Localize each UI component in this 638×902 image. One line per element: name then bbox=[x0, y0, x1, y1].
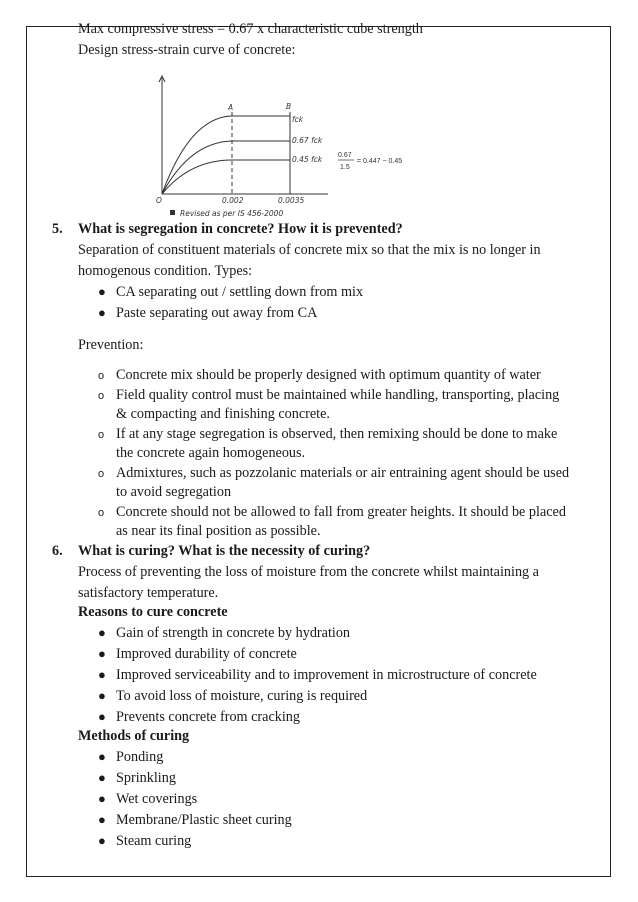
intro-line-1: Max compressive stress = 0.67 x characteristic cube strength bbox=[78, 21, 423, 37]
reasons-label: Reasons to cure concrete bbox=[78, 604, 228, 620]
circle-bullet-icon: o bbox=[98, 429, 105, 441]
list-item: ● Membrane/Plastic sheet curing bbox=[98, 812, 292, 828]
bullet-icon: ● bbox=[98, 646, 106, 661]
list-item: o Field quality control must be maintained while handling, transporting, placing bbox=[98, 387, 560, 403]
list-item-continued: & compacting and finishing concrete. bbox=[116, 406, 330, 422]
list-item-continued: as near its final position as possible. bbox=[116, 523, 321, 539]
list-item: ● Gain of strength in concrete by hydration bbox=[98, 625, 351, 641]
figure-caption: Revised as per IS 456-2000 bbox=[180, 209, 284, 218]
question-5-title: What is segregation in concrete? How it is prevented? bbox=[78, 221, 403, 237]
bullet-icon: ● bbox=[98, 667, 106, 682]
question-6-heading bbox=[52, 542, 370, 560]
question-6-number: 6. bbox=[52, 543, 63, 559]
bullet-icon: ● bbox=[98, 791, 106, 806]
circle-bullet-icon: o bbox=[98, 468, 105, 480]
list-item-continued: to avoid segregation bbox=[116, 484, 232, 500]
label-067fck: 0.67 fck bbox=[292, 136, 323, 145]
list-item: ● To avoid loss of moisture, curing is required bbox=[98, 688, 368, 704]
label-origin: O bbox=[156, 196, 162, 205]
question-5-heading bbox=[52, 220, 403, 238]
list-item: o If at any stage segregation is observed, then remixing should be done to make bbox=[98, 426, 558, 442]
list-item: ● Sprinkling bbox=[98, 770, 176, 786]
list-item: ● Prevents concrete from cracking bbox=[98, 709, 300, 725]
list-item: ● Wet coverings bbox=[98, 791, 198, 807]
curve-045fck bbox=[162, 160, 290, 194]
bullet-icon: ● bbox=[98, 625, 106, 640]
bullet-icon: ● bbox=[98, 833, 106, 848]
bullet-icon: ● bbox=[98, 812, 106, 827]
bullet-icon: ● bbox=[98, 284, 106, 299]
curve-fck bbox=[162, 116, 290, 194]
question-5-number: 5. bbox=[52, 221, 63, 237]
list-item: ● Improved serviceability and to improvement in microstructure of concrete bbox=[98, 667, 537, 683]
bullet-icon: ● bbox=[98, 770, 106, 785]
fraction-numerator: 0.67 bbox=[338, 152, 352, 159]
fraction-denominator: 1.5 bbox=[340, 164, 350, 171]
q6-definition-line-2: satisfactory temperature. bbox=[78, 585, 219, 601]
list-item: ● Steam curing bbox=[98, 833, 192, 849]
prevention-label: Prevention: bbox=[78, 337, 144, 353]
methods-label: Methods of curing bbox=[78, 728, 190, 744]
curve-067fck bbox=[162, 141, 290, 194]
list-item: o Concrete mix should be properly designed with optimum quantity of water bbox=[98, 367, 541, 383]
bullet-icon: ● bbox=[98, 749, 106, 764]
label-a: A bbox=[228, 103, 234, 112]
intro-line-2: Design stress-strain curve of concrete: bbox=[78, 42, 296, 58]
ratio-fraction bbox=[336, 148, 426, 174]
bullet-icon: ● bbox=[98, 688, 106, 703]
bullet-icon: ● bbox=[98, 709, 106, 724]
q6-definition-line-1: Process of preventing the loss of moisture from the concrete whilst maintaining a bbox=[78, 564, 539, 580]
circle-bullet-icon: o bbox=[98, 390, 105, 402]
list-item: ● Paste separating out away from CA bbox=[98, 305, 318, 321]
q5-definition-line-1: Separation of constituent materials of concrete mix so that the mix is no longer in bbox=[78, 242, 541, 258]
stress-strain-figure bbox=[150, 72, 340, 224]
list-item: ● CA separating out / settling down from mix bbox=[98, 284, 364, 300]
circle-bullet-icon: o bbox=[98, 507, 105, 519]
list-item: ● Improved durability of concrete bbox=[98, 646, 297, 662]
label-045fck: 0.45 fck bbox=[292, 155, 323, 164]
circle-bullet-icon: o bbox=[98, 370, 105, 382]
label-b: B bbox=[286, 102, 292, 111]
label-strain-2: 0.0035 bbox=[278, 196, 305, 205]
list-item: o Concrete should not be allowed to fall from greater heights. It should be placed bbox=[98, 504, 566, 520]
list-item: ● Ponding bbox=[98, 749, 164, 765]
bullet-icon: ● bbox=[98, 305, 106, 320]
caption-square-icon bbox=[170, 210, 175, 215]
fraction-result: = 0.447 ~ 0.45 bbox=[357, 158, 403, 165]
question-6-title: What is curing? What is the necessity of curing? bbox=[78, 543, 371, 559]
list-item: o Admixtures, such as pozzolanic materials or air entraining agent should be used bbox=[98, 465, 570, 481]
label-fck: fck bbox=[292, 115, 304, 124]
label-strain-1: 0.002 bbox=[222, 196, 244, 205]
list-item-continued: the concrete again homogeneous. bbox=[116, 445, 306, 461]
q5-definition-line-2: homogenous condition. Types: bbox=[78, 263, 253, 279]
